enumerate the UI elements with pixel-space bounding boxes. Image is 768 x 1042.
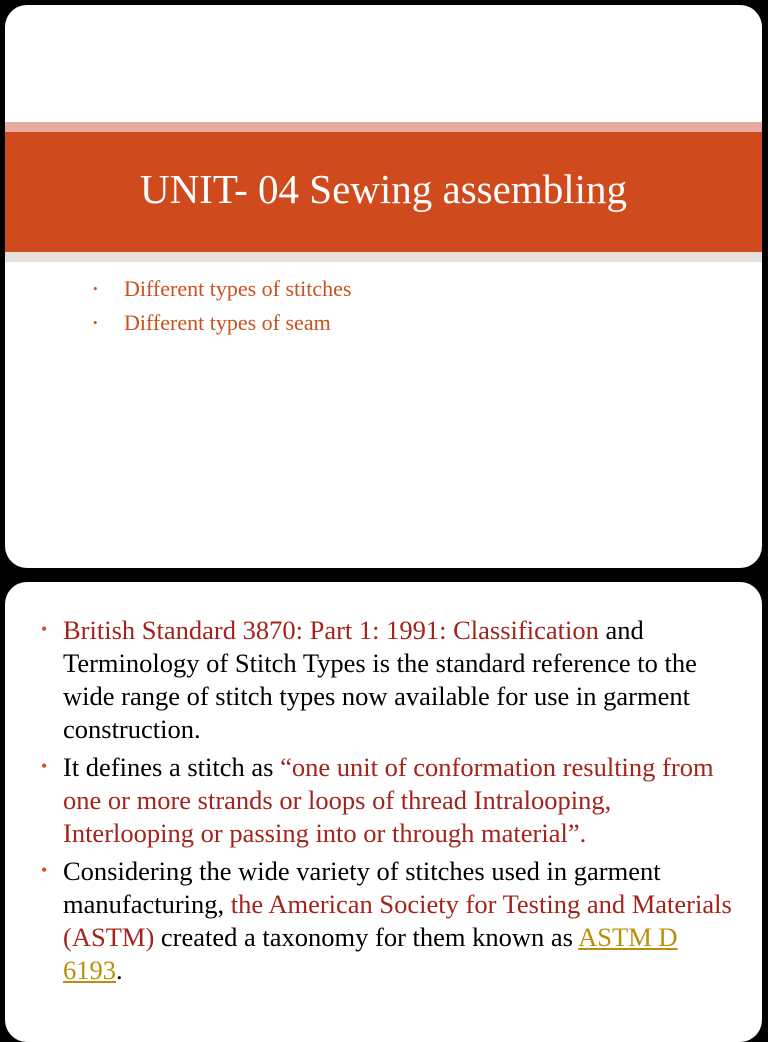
bullet-icon: • (41, 860, 48, 880)
list-item (93, 272, 351, 306)
topic-text: Different types of stitches (124, 276, 352, 301)
bullet-icon: • (41, 619, 48, 639)
slide-2 (5, 582, 762, 1042)
title-band (5, 132, 762, 252)
paragraph-text: It defines a stitch as (63, 752, 281, 782)
definition-list (41, 614, 741, 992)
paragraph-text: and Terminology of Stitch Types is the standard reference to the wide range of stitch types now available for use in garment construction. (63, 615, 697, 744)
organization-name: the American Society for Testing and Materials (ASTM) (63, 889, 732, 952)
slide-title: UNIT- 04 Sewing assembling (139, 166, 628, 212)
list-item (93, 306, 351, 340)
definition-quote: “one unit of conformation resulting from one or more strands or loops of thread Intralooping, Interlooping or passing into or through material”. (63, 752, 714, 848)
title-accent-stripe (5, 122, 762, 132)
bullet-icon: • (93, 315, 98, 330)
slide-1 (5, 5, 762, 568)
bullet-icon: • (93, 281, 98, 296)
paragraph-text: created a taxonomy for them known as (154, 922, 579, 952)
list-item (41, 751, 741, 850)
list-item (41, 855, 741, 987)
astm-standard-link[interactable]: ASTM D 6193 (63, 922, 678, 985)
paragraph-text: . (116, 955, 123, 985)
standard-name: British Standard 3870: Part 1: 1991: Classification (63, 615, 599, 645)
topic-text: Different types of seam (124, 310, 331, 335)
title-shadow-stripe (5, 252, 762, 262)
topic-list (93, 272, 351, 340)
paragraph-text: Considering the wide variety of stitches used in garment manufacturing, (63, 856, 661, 919)
bullet-icon: • (41, 756, 48, 776)
list-item (41, 614, 741, 746)
